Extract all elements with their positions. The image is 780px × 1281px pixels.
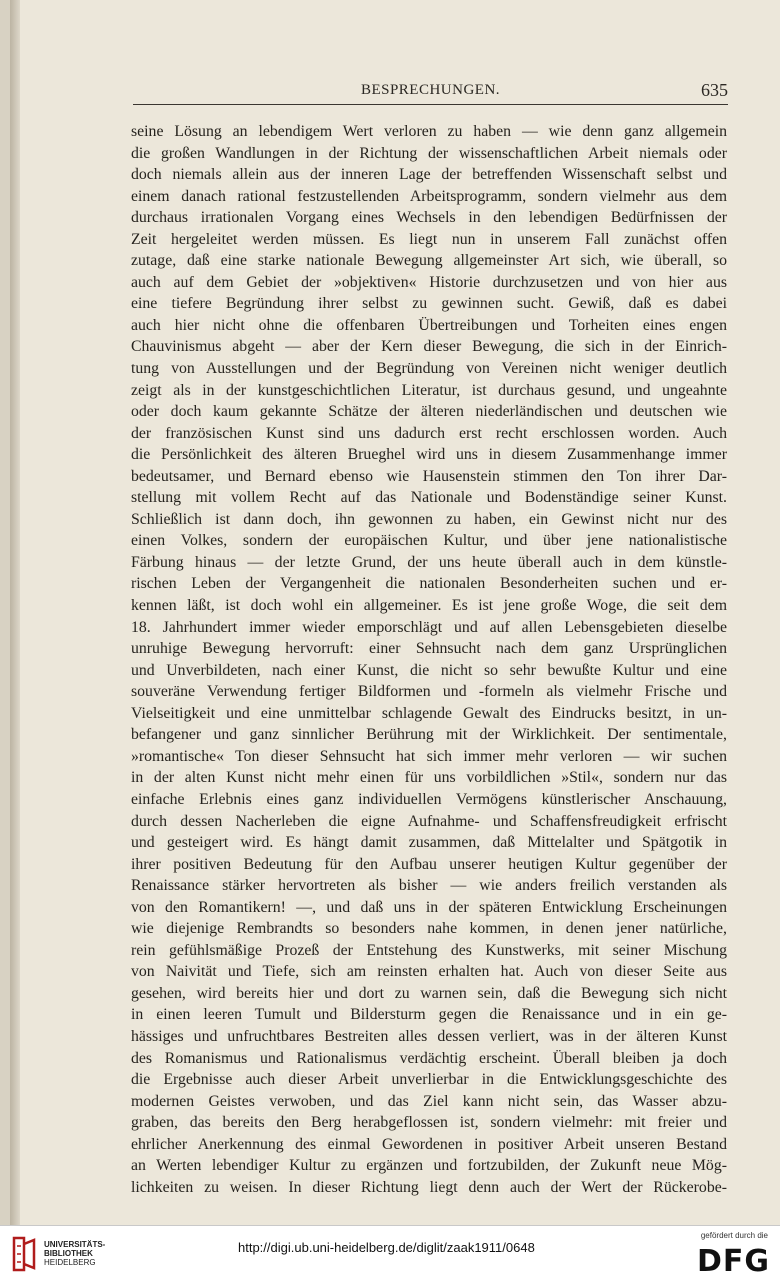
text-line: ehrlicher Anerkennung des einmal Gewordenen in positiver Arbeit unseren Bestand <box>131 1135 727 1153</box>
text-line: und Unverbildeten, nach einer Kunst, die nicht so sehr bewußte Kultur und eine <box>131 661 727 679</box>
dfg-logo: DFG <box>696 1244 770 1279</box>
text-line: einen Volkes, sondern der europäischen Kultur, und über jene nationalistische <box>131 532 727 550</box>
text-line: durchaus irrationalen Vorgang eines Wechsels in den lebendigen Bedürfnissen der <box>131 209 727 227</box>
sponsor-caption: gefördert durch die <box>700 1231 768 1240</box>
library-name <box>44 1240 105 1267</box>
library-name-line1: UNIVERSITÄTS- <box>44 1240 106 1249</box>
text-line: lichkeiten zu weisen. In dieser Richtung liegt denn auch der Wert der Rückerobe- <box>131 1178 727 1196</box>
text-line: souveräne Verwendung fertiger Bildformen und -formeln als vielmehr Frische und <box>131 683 727 701</box>
text-line: befangener und ganz sinnlicher Berührung mit der Wirklichkeit. Der sentimentale, <box>131 726 727 744</box>
text-line: 18. Jahrhundert immer wieder emporschlägt und auf allen Lebensgebieten dieselbe <box>131 618 727 636</box>
text-line: auch auf dem Gebiet der »objektiven« Historie durchzusetzen und von hier aus <box>131 273 727 291</box>
text-line: die Ergebnisse auch dieser Arbeit unverlierbar in die Entwicklungsgeschichte des <box>131 1071 727 1089</box>
text-line: der französischen Kunst sind uns dadurch erst recht erschlossen worden. Auch <box>131 424 727 442</box>
text-line: doch niemals allein aus der inneren Lage der betreffenden Wissenschaft selbst und <box>131 166 727 184</box>
text-line: die Persönlichkeit des älteren Brueghel wird uns in diesem Zusammenhange immer <box>131 446 727 464</box>
running-title: BESPRECHUNGEN. <box>360 82 501 98</box>
text-line: des Romanismus und Rationalismus verdächtig erscheint. Überall bleiben ja doch <box>131 1049 727 1067</box>
text-line: bedeutsamer, und Bernard ebenso wie Hausenstein stimmen den Ton ihrer Dar- <box>131 467 727 485</box>
heidelberg-university-library-logo-icon <box>8 1234 40 1274</box>
text-line: kennen läßt, ist doch wohl ein allgemeiner. Es ist jene große Woge, die seit dem <box>131 597 727 615</box>
text-line: stellung mit vollem Recht auf das Nationale und Bodenständige seiner Kunst. <box>131 489 727 507</box>
text-line: Schließlich ist dann doch, ihn gewonnen zu haben, ein Gewinst nicht nur des <box>131 510 727 528</box>
text-line: Färbung hinaus — der letzte Grund, der uns heute überall auch in dem künstle- <box>131 553 727 571</box>
text-line: modernen Geistes verwoben, und das Ziel kann nicht sein, das Wasser abzu- <box>131 1092 727 1110</box>
text-line: in der alten Kunst nicht mehr einen für uns vorbildlichen »Stil«, sondern nur das <box>131 769 727 787</box>
text-line: von den Romantikern! —, und daß uns in der späteren Entwicklung Erscheinungen <box>131 898 727 916</box>
text-line: zeigt als in der kunstgeschichtlichen Literatur, ist durchaus gesund, und ungeahnte <box>131 381 727 399</box>
text-line: in einen leeren Tumult und Bildersturm gegen die Renaissance und in ein ge- <box>131 1006 727 1024</box>
text-line: rischen Leben der Vergangenheit die nationalen Besonderheiten suchen und er- <box>131 575 727 593</box>
text-line: die großen Wandlungen in der Richtung der wissenschaftlichen Arbeit niemals oder <box>131 144 727 162</box>
text-line: Vielseitigkeit und eine unmittelbar schlagende Gewalt des Eindrucks besitzt, in un- <box>131 704 727 722</box>
text-line: zutage, daß eine starke nationale Bewegung allgemeinster Art sich, wie überall, so <box>131 252 727 270</box>
text-line: durch dessen Nacherleben die eigne Aufnahme- und Schaffensfreudigkeit erfrischt <box>131 812 727 830</box>
text-line: auch hier nicht ohne die offenbaren Übertreibungen und Torheiten eines engen <box>131 316 727 334</box>
text-line: »romantische« Ton dieser Sehnsucht hat sich immer mehr verloren — wir suchen <box>131 747 727 765</box>
text-line: einem danach rational festzustellenden Arbeitsprogramm, sondern vielmehr aus dem <box>131 187 727 205</box>
body-text <box>131 121 727 1198</box>
library-name-line3: HEIDELBERG <box>44 1258 96 1267</box>
text-line: einfache Erlebnis eines ganz individuellen Vermögens künstlerischer Anschauung, <box>131 790 727 808</box>
text-line: gesehen, wird bereits hier und dort zu warnen sein, daß die Bewegung sich nicht <box>131 984 727 1002</box>
text-line: hässiges und unfruchtbares Bestreiten alles dessen verliert, was in der älteren Kunst <box>131 1027 727 1045</box>
library-name-line2: BIBLIOTHEK <box>44 1249 93 1258</box>
text-line: ihrer positiven Bedeutung für den Aufbau unserer heutigen Kultur gegenüber der <box>131 855 727 873</box>
text-line: unruhige Bewegung hervorruft: einer Sehnsucht nach dem ganz Ursprünglichen <box>131 640 727 658</box>
text-line: graben, das bereits den Berg herabgeflossen ist, sondern vielmehr: mit freier und <box>131 1114 727 1132</box>
text-line: tung von Ausstellungen und der Begründung von Vereinen nicht weniger deutlich <box>131 360 727 378</box>
text-line: rein gefühlsmäßige Prozeß der Entstehung des Kunstwerks, mit seiner Mischung <box>131 941 727 959</box>
page-number: 635 <box>701 80 728 100</box>
page-edge-shadow <box>10 0 20 1225</box>
text-line: oder doch kaum gekannte Schätze der älteren niederländischen und deutschen wie <box>131 403 727 421</box>
scanned-page <box>10 0 780 1225</box>
text-line: Renaissance stärker hervortreten als bisher — wie anders freilich verstanden als <box>131 877 727 895</box>
permalink-url[interactable]: http://digi.ub.uni-heidelberg.de/diglit/zaak1911/0648 <box>238 1240 535 1255</box>
viewer-footer <box>0 1225 780 1281</box>
text-line: an Werten lebendiger Kultur zu ergänzen und fortzubilden, der Zukunft neue Mög- <box>131 1157 727 1175</box>
text-line: Zeit hergeleitet werden müssen. Es liegt nun in unserem Fall zunächst offen <box>131 230 727 248</box>
text-line: und gesteigert wird. Es hängt damit zusammen, daß Mittelalter und Spätgotik in <box>131 834 727 852</box>
text-line: seine Lösung an lebendigem Wert verloren zu haben — wie denn ganz allgemein <box>131 123 727 140</box>
text-line: Chauvinismus abgeht — aber der Kern dieser Bewegung, die sich in der Einrich- <box>131 338 727 356</box>
text-line: von Naivität und Tiefe, sich am reinsten erhalten hat. Auch von dieser Seite aus <box>131 963 727 981</box>
text-line: eine tiefere Begründung ihrer selbst zu gewinnen sucht. Gewiß, daß es dabei <box>131 295 727 313</box>
running-head <box>133 80 728 105</box>
text-line: wie diejenige Rembrandts so besonders nahe kommen, in denen jener natürliche, <box>131 920 727 938</box>
